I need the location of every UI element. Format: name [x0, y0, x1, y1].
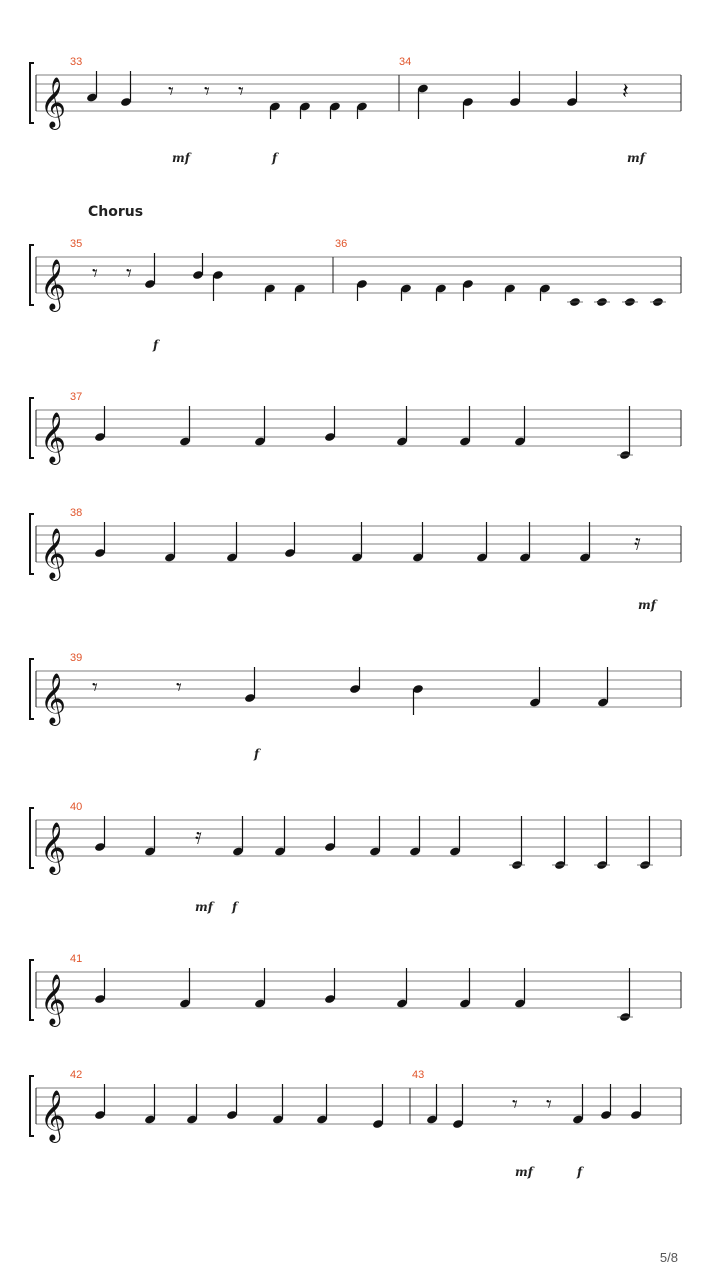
rest: 𝄾	[168, 79, 174, 105]
page-number: 5/8	[659, 1250, 678, 1265]
dynamic-marking: f	[232, 900, 238, 914]
dynamic-marking: mf	[172, 151, 190, 165]
measure-number: 39	[70, 652, 83, 664]
measure-number: 33	[70, 56, 83, 68]
system-bracket	[30, 960, 34, 1020]
treble-clef-icon: 𝄞	[40, 259, 67, 310]
system-bracket	[30, 659, 34, 719]
dynamic-marking: mf	[515, 1165, 533, 1179]
system-bracket	[30, 63, 34, 123]
system-bracket	[30, 514, 34, 574]
treble-clef-icon: 𝄞	[40, 77, 67, 128]
measure-number: 43	[412, 1069, 425, 1081]
rest: 𝄿	[634, 530, 641, 556]
rest: 𝄿	[195, 824, 202, 850]
treble-clef-icon: 𝄞	[40, 528, 67, 579]
system-bracket	[30, 245, 34, 305]
rest: 𝄽	[622, 79, 629, 105]
dynamic-marking: mf	[627, 151, 645, 165]
treble-clef-icon: 𝄞	[40, 822, 67, 873]
rest: 𝄾	[204, 79, 210, 105]
rest: 𝄾	[92, 675, 98, 701]
rest: 𝄾	[92, 261, 98, 287]
treble-clef-icon: 𝄞	[40, 1090, 67, 1141]
dynamic-marking: f	[254, 747, 260, 761]
rest: 𝄾	[176, 675, 182, 701]
rest: 𝄾	[238, 79, 244, 105]
measure-number: 35	[70, 238, 83, 250]
rest: 𝄾	[546, 1092, 552, 1118]
dynamic-marking: mf	[195, 900, 213, 914]
system-bracket	[30, 1076, 34, 1136]
measure-number: 38	[70, 507, 83, 519]
measure-number: 40	[70, 801, 83, 813]
treble-clef-icon: 𝄞	[40, 412, 67, 463]
measure-number: 36	[335, 238, 348, 250]
section-label-chorus: Chorus	[88, 204, 144, 220]
system-bracket	[30, 808, 34, 868]
measure-number: 37	[70, 391, 83, 403]
treble-clef-icon: 𝄞	[40, 673, 67, 724]
rest: 𝄾	[126, 261, 132, 287]
treble-clef-icon: 𝄞	[40, 974, 67, 1025]
dynamic-marking: f	[272, 151, 278, 165]
system-bracket	[30, 398, 34, 458]
dynamic-marking: f	[577, 1165, 583, 1179]
measure-number: 34	[399, 56, 412, 68]
measure-number: 41	[70, 953, 83, 965]
dynamic-marking: mf	[638, 598, 656, 612]
measure-number: 42	[70, 1069, 83, 1081]
dynamic-marking: f	[153, 338, 159, 352]
rest: 𝄾	[512, 1092, 518, 1118]
